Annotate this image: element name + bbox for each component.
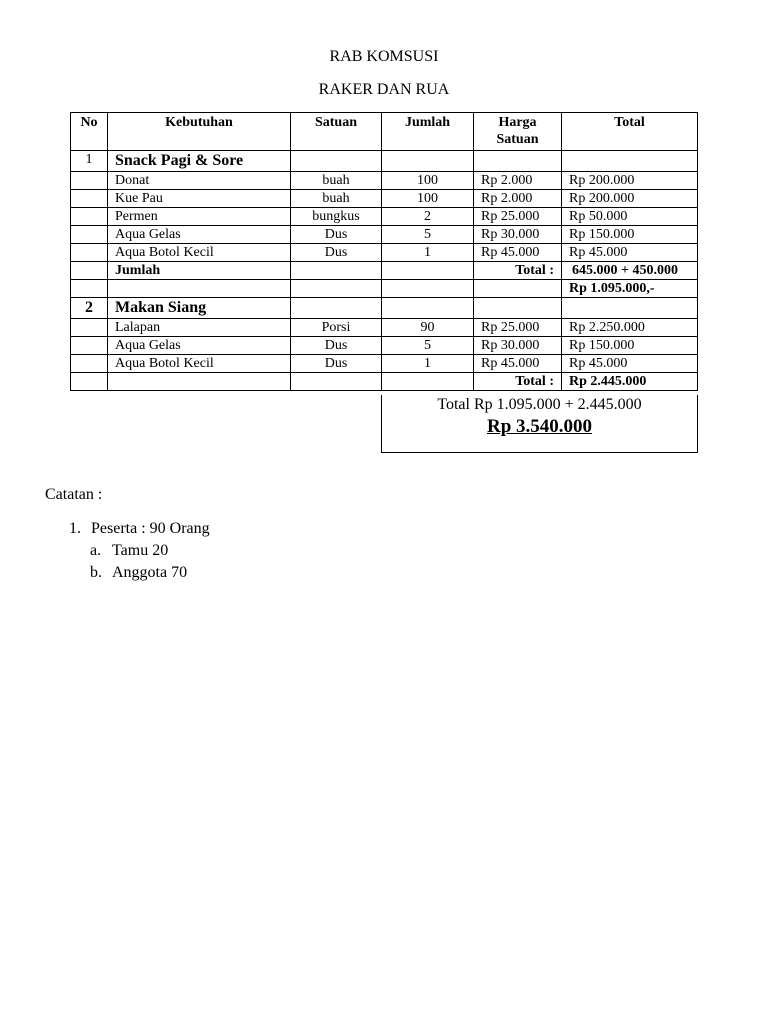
item-satuan: Dus [291,355,382,373]
grand-total-box [381,395,698,453]
table-row [71,244,698,262]
item-total: Rp 150.000 [562,337,698,355]
table-row [71,355,698,373]
item-name: Aqua Botol Kecil [108,355,291,373]
header-jumlah: Jumlah [382,113,474,151]
item-total: Rp 45.000 [562,244,698,262]
item-satuan: bungkus [291,208,382,226]
table-header-row [71,113,698,151]
item-satuan: Dus [291,226,382,244]
item-harga: Rp 25.000 [474,208,562,226]
item-jumlah: 100 [382,172,474,190]
list-marker: 1. [69,520,81,537]
item-satuan: buah [291,190,382,208]
table-row [71,190,698,208]
subtotal-expression: 645.000 + 450.000 [562,262,698,280]
item-harga: Rp 30.000 [474,337,562,355]
header-no: No [71,113,108,151]
item-total: Rp 150.000 [562,226,698,244]
header-kebutuhan: Kebutuhan [108,113,291,151]
item-total: Rp 200.000 [562,190,698,208]
item-harga: Rp 25.000 [474,319,562,337]
item-satuan: buah [291,172,382,190]
item-total: Rp 200.000 [562,172,698,190]
list-marker: a. [90,542,102,559]
item-satuan: Dus [291,244,382,262]
table-row [71,226,698,244]
item-name: Permen [108,208,291,226]
section-row [71,298,698,319]
document-title: RAB KOMSUSI [329,48,439,65]
item-jumlah: 1 [382,244,474,262]
header-total: Total [562,113,698,151]
item-name: Aqua Gelas [108,226,291,244]
table-row [71,319,698,337]
item-name: Donat [108,172,291,190]
list-item [90,562,210,584]
grand-total-value: Rp 3.540.000 [486,416,593,437]
section-title: Snack Pagi & Sore [108,151,291,172]
table-row [71,172,698,190]
list-item-text: Tamu 20 [112,542,169,559]
table-row [71,337,698,355]
notes-section [45,486,210,584]
item-harga: Rp 2.000 [474,172,562,190]
total-label: Total : [474,262,562,280]
subtotal-value: Rp 1.095.000,- [562,280,698,298]
section-number: 1 [71,151,108,172]
notes-label: Catatan : [45,486,103,503]
list-marker: b. [90,564,102,581]
item-jumlah: 2 [382,208,474,226]
grand-total-expression: Total Rp 1.095.000 + 2.445.000 [437,396,642,413]
jumlah-label: Jumlah [108,262,291,280]
total-label: Total : [474,373,562,391]
item-harga: Rp 2.000 [474,190,562,208]
list-item-text: Anggota 70 [112,564,188,581]
item-jumlah: 5 [382,226,474,244]
header-harga-satuan: Harga Satuan [474,113,562,151]
subtotal-row [71,373,698,391]
list-item [90,540,210,562]
document-subtitle: RAKER DAN RUA [318,81,450,98]
list-item [69,518,210,540]
item-jumlah: 90 [382,319,474,337]
item-total: Rp 50.000 [562,208,698,226]
header-satuan: Satuan [291,113,382,151]
budget-table [70,112,698,391]
subtotal-value: Rp 2.445.000 [562,373,698,391]
item-total: Rp 2.250.000 [562,319,698,337]
item-jumlah: 100 [382,190,474,208]
item-harga: Rp 45.000 [474,244,562,262]
section-row [71,151,698,172]
subtotal-value-row [71,280,698,298]
section-title: Makan Siang [108,298,291,319]
list-item-text: Peserta : 90 Orang [91,520,210,537]
table-row [71,208,698,226]
section-number: 2 [71,298,108,319]
subtotal-row [71,262,698,280]
item-name: Lalapan [108,319,291,337]
item-harga: Rp 30.000 [474,226,562,244]
item-total: Rp 45.000 [562,355,698,373]
item-jumlah: 5 [382,337,474,355]
item-name: Kue Pau [108,190,291,208]
item-satuan: Porsi [291,319,382,337]
item-harga: Rp 45.000 [474,355,562,373]
item-jumlah: 1 [382,355,474,373]
item-name: Aqua Botol Kecil [108,244,291,262]
item-name: Aqua Gelas [108,337,291,355]
item-satuan: Dus [291,337,382,355]
